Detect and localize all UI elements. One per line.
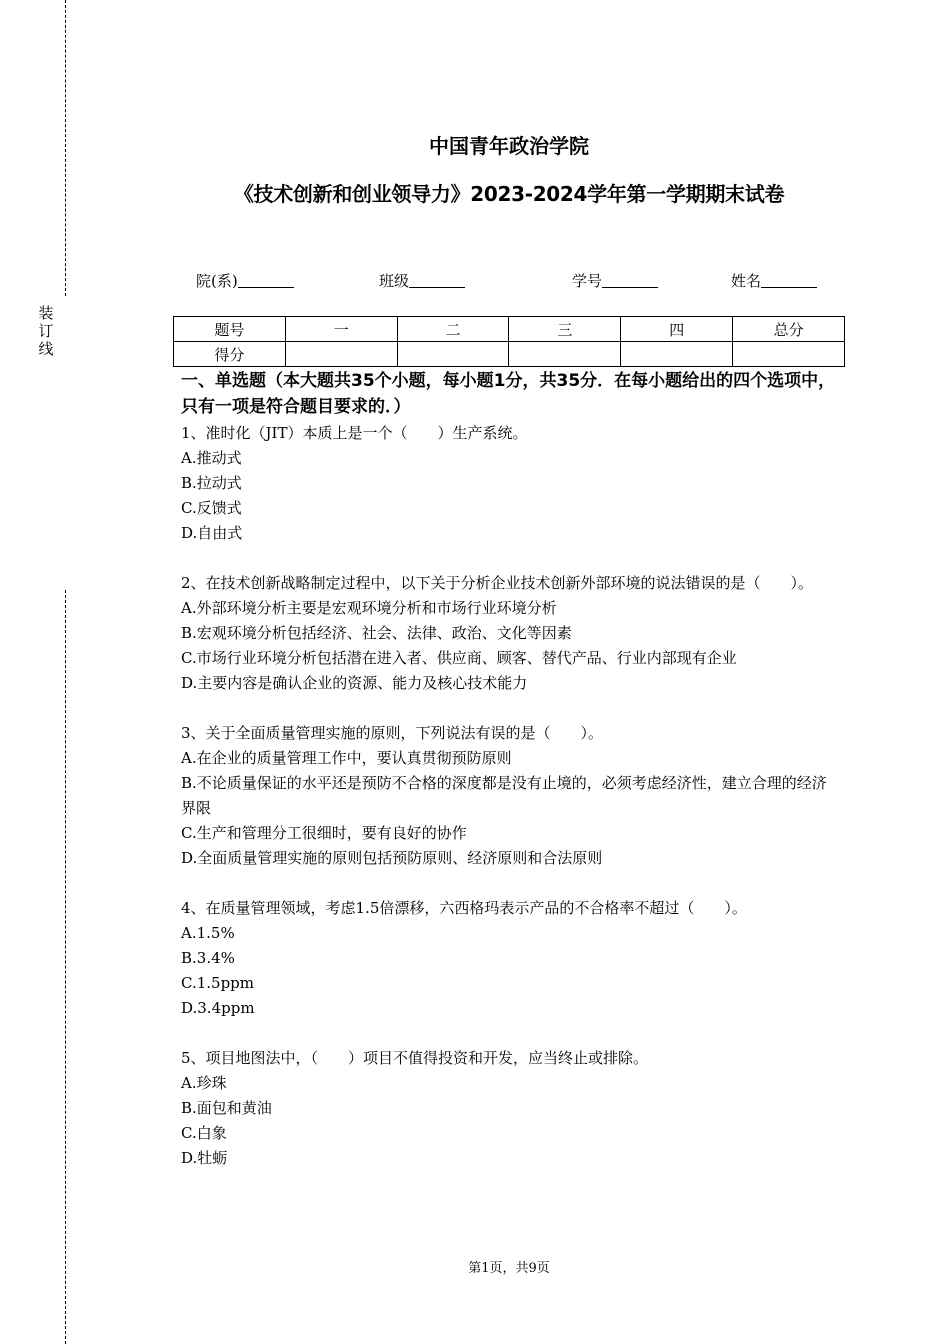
exam-title: 《技术创新和创业领导力》2023-2024学年第一学期期末试卷 bbox=[233, 182, 785, 206]
binding-label bbox=[37, 304, 55, 358]
question-option: B.面包和黄油 bbox=[181, 1099, 272, 1117]
binding-char: 订 bbox=[38, 322, 54, 340]
exam-content bbox=[181, 368, 841, 1196]
question-option: B.不论质量保证的水平还是预防不合格的深度都是没有止境的，必须考虑经济性，建立合理的经济界限 bbox=[181, 774, 827, 817]
question bbox=[181, 896, 841, 1021]
class-blank[interactable] bbox=[409, 273, 465, 288]
score-row-label: 得分 bbox=[174, 342, 286, 367]
score-table bbox=[173, 316, 845, 367]
question-option: A.1.5% bbox=[181, 924, 235, 942]
score-header-cell: 题号 bbox=[174, 317, 286, 342]
score-cell[interactable] bbox=[621, 342, 733, 367]
info-label: 学号 bbox=[572, 272, 603, 290]
page-number: 第1页，共9页 bbox=[468, 1261, 550, 1276]
question-option: A.珍珠 bbox=[181, 1074, 227, 1092]
question-option: D.自由式 bbox=[181, 524, 243, 542]
student-id-blank[interactable] bbox=[602, 273, 658, 288]
question-option: D.全面质量管理实施的原则包括预防原则、经济原则和合法原则 bbox=[181, 849, 603, 867]
score-cell[interactable] bbox=[509, 342, 621, 367]
binding-char: 装 bbox=[38, 304, 54, 322]
question bbox=[181, 421, 841, 546]
question-option: C.生产和管理分工很细时，要有良好的协作 bbox=[181, 824, 467, 842]
binding-char: 线 bbox=[38, 340, 54, 358]
question-option: D.牡蛎 bbox=[181, 1149, 228, 1167]
info-field-name bbox=[731, 270, 817, 291]
binding-line-bottom bbox=[65, 590, 66, 1344]
score-cell[interactable] bbox=[285, 342, 397, 367]
score-header-cell: 一 bbox=[285, 317, 397, 342]
question-option: C.反馈式 bbox=[181, 499, 242, 517]
score-table-header-row bbox=[174, 317, 845, 342]
info-field-class bbox=[379, 270, 465, 291]
question-option: B.宏观环境分析包括经济、社会、法律、政治、文化等因素 bbox=[181, 624, 572, 642]
question-stem: 2、在技术创新战略制定过程中，以下关于分析企业技术创新外部环境的说法错误的是（ ）。 bbox=[181, 574, 814, 592]
school-name: 中国青年政治学院 bbox=[429, 134, 589, 158]
section-heading: 一、单选题（本大题共35个小题，每小题1分，共35分．在每小题给出的四个选项中，只有一项是符合题目要求的．） bbox=[181, 371, 836, 417]
score-table-score-row bbox=[174, 342, 845, 367]
question-option: D.3.4ppm bbox=[181, 999, 255, 1017]
question-option: A.外部环境分析主要是宏观环境分析和市场行业环境分析 bbox=[181, 599, 557, 617]
department-blank[interactable] bbox=[238, 273, 294, 288]
name-blank[interactable] bbox=[761, 273, 817, 288]
question-option: B.3.4% bbox=[181, 949, 235, 967]
info-label: 班级 bbox=[379, 272, 410, 290]
score-header-cell: 总分 bbox=[733, 317, 845, 342]
question-option: A.推动式 bbox=[181, 449, 242, 467]
question-stem: 5、项目地图法中，（ ）项目不值得投资和开发，应当终止或排除。 bbox=[181, 1049, 649, 1067]
question bbox=[181, 1046, 841, 1171]
score-header-cell: 二 bbox=[397, 317, 509, 342]
question-option: A.在企业的质量管理工作中，要认真贯彻预防原则 bbox=[181, 749, 512, 767]
question-option: C.市场行业环境分析包括潜在进入者、供应商、顾客、替代产品、行业内部现有企业 bbox=[181, 649, 737, 667]
info-field-student-id bbox=[572, 270, 658, 291]
info-label: 院(系) bbox=[196, 272, 238, 290]
score-header-cell: 四 bbox=[621, 317, 733, 342]
question-stem: 1、准时化（JIT）本质上是一个（ ）生产系统。 bbox=[181, 424, 528, 442]
question-stem: 3、关于全面质量管理实施的原则，下列说法有误的是（ ）。 bbox=[181, 724, 604, 742]
score-cell[interactable] bbox=[397, 342, 509, 367]
question bbox=[181, 571, 841, 696]
score-header-cell: 三 bbox=[509, 317, 621, 342]
question-stem: 4、在质量管理领域，考虑1.5倍漂移，六西格玛表示产品的不合格率不超过（ ）。 bbox=[181, 899, 747, 917]
question bbox=[181, 721, 841, 871]
question-option: B.拉动式 bbox=[181, 474, 242, 492]
question-option: C.1.5ppm bbox=[181, 974, 254, 992]
info-field-department bbox=[196, 270, 294, 291]
question-option: C.白象 bbox=[181, 1124, 227, 1142]
score-cell[interactable] bbox=[733, 342, 845, 367]
question-option: D.主要内容是确认企业的资源、能力及核心技术能力 bbox=[181, 674, 528, 692]
info-label: 姓名 bbox=[731, 272, 762, 290]
